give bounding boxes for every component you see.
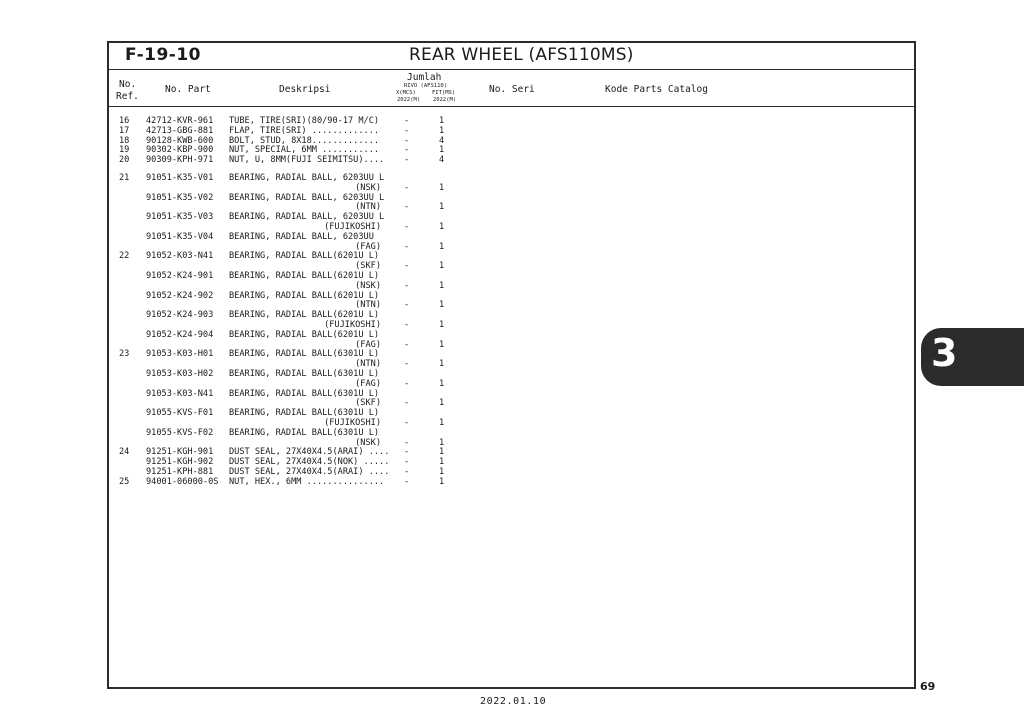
part-number: 91051-K35-V03 [146,212,214,223]
ref-number: 19 [119,145,130,156]
part-maker: (FUJIKOSHI) [324,417,381,428]
part-description: BEARING, RADIAL BALL(6201U L) [229,251,380,262]
table-row [109,156,914,166]
qty-fit: 1 [439,116,445,126]
part-maker: (FUJIKOSHI) [324,319,381,330]
qty-fit: 1 [439,319,445,330]
part-maker: (FAG) [355,241,381,252]
part-number: 91052-K24-901 [146,270,214,281]
part-number: 91055-KVS-F02 [146,427,214,438]
qty-x: - [404,437,410,448]
ref-number: 21 [119,172,130,183]
part-number: 42712-KVR-961 [146,116,214,126]
part-description: BEARING, RADIAL BALL(6201U L) [229,329,380,340]
qty-x: - [404,116,410,126]
part-number: 91051-K35-V04 [146,231,214,242]
print-date: 2022.01.10 [480,696,547,707]
part-description: FLAP, TIRE(SRI) ............. [229,125,380,136]
part-description: BEARING, RADIAL BALL(6201U L) [229,290,380,301]
qty-x: - [404,221,410,232]
qty-x: - [404,476,410,487]
section-tab-number: 3 [931,331,958,375]
header-jumlah: Jumlah [407,72,442,83]
qty-x: - [404,280,410,291]
parts-table-frame [107,41,916,689]
qty-fit: 1 [439,378,445,389]
qty-fit: 1 [439,476,445,487]
part-description: BEARING, RADIAL BALL, 6203UU L [229,212,385,223]
header-no-seri: No. Seri [489,84,535,95]
table-row [109,213,914,223]
qty-x: - [404,339,410,350]
qty-x: - [404,125,410,136]
section-tab[interactable] [921,328,1024,386]
part-maker: (NTN) [355,300,381,311]
ref-number: 22 [119,251,130,262]
part-number: 90128-KWB-600 [146,135,214,146]
ref-number: 25 [119,476,130,487]
part-number: 91053-K03-N41 [146,388,214,399]
qty-fit: 1 [439,447,445,458]
part-description: BEARING, RADIAL BALL, 6203UU L [229,172,385,183]
qty-fit: 1 [439,241,445,252]
part-number: 90309-KPH-971 [146,155,214,166]
qty-fit: 1 [439,261,445,272]
part-description: TUBE, TIRE(SRI)(80/90-17 M/C) [229,116,380,126]
qty-x: - [404,300,410,311]
qty-fit: 4 [439,135,445,146]
qty-fit: 1 [439,466,445,477]
header-kode-parts-catalog: Kode Parts Catalog [605,84,708,95]
part-number: 42713-GBG-881 [146,125,214,136]
part-maker: (NSK) [355,182,381,193]
table-row [109,233,914,243]
ref-number: 16 [119,116,130,126]
qty-x: - [404,155,410,166]
part-description: BEARING, RADIAL BALL(6301U L) [229,349,380,360]
qty-x: - [404,447,410,458]
qty-x: - [404,417,410,428]
part-description: BEARING, RADIAL BALL(6301U L) [229,427,380,438]
part-number: 91055-KVS-F01 [146,408,214,419]
part-number: 91251-KGH-902 [146,457,214,468]
table-row [109,292,914,302]
qty-x: - [404,457,410,468]
part-maker: (SKF) [355,261,381,272]
qty-x: - [404,359,410,370]
qty-x: - [404,319,410,330]
qty-x: - [404,182,410,193]
qty-fit: 1 [439,437,445,448]
part-number: 94001-06000-0S [146,476,219,487]
part-description: BEARING, RADIAL BALL(6201U L) [229,310,380,321]
qty-fit: 1 [439,417,445,428]
qty-fit: 1 [439,221,445,232]
part-number: 91051-K35-V02 [146,192,214,203]
part-description: NUT, U, 8MM(FUJI SEIMITSU).... [229,155,385,166]
part-number: 91251-KPH-881 [146,466,214,477]
header-no-ref-line2: Ref. [116,91,139,102]
part-description: NUT, HEX., 6MM ............... [229,476,385,487]
table-row [109,272,914,282]
ref-number: 20 [119,155,130,166]
figure-code: F-19-10 [125,45,202,65]
part-description: BEARING, RADIAL BALL(6301U L) [229,368,380,379]
table-row [109,331,914,341]
part-description: BEARING, RADIAL BALL, 6203UU [229,231,374,242]
page-number: 69 [920,680,936,693]
part-description: BOLT, STUD, 8X18............. [229,135,380,146]
ref-number: 23 [119,349,130,360]
table-row [109,350,914,360]
figure-title: REAR WHEEL (AFS110MS) [409,45,634,65]
part-description: BEARING, RADIAL BALL(6301U L) [229,388,380,399]
part-description: DUST SEAL, 27X40X4.5(ARAI) .... [229,447,390,458]
part-description: DUST SEAL, 27X40X4.5(ARAI) .... [229,466,390,477]
part-number: 91053-K03-H02 [146,368,214,379]
qty-fit: 1 [439,398,445,409]
part-number: 91052-K24-903 [146,310,214,321]
table-header [109,69,914,107]
table-row [109,429,914,439]
part-description: BEARING, RADIAL BALL(6301U L) [229,408,380,419]
table-row [109,194,914,204]
qty-fit: 1 [439,339,445,350]
part-description: BEARING, RADIAL BALL(6201U L) [229,270,380,281]
qty-fit: 1 [439,125,445,136]
qty-fit: 1 [439,280,445,291]
part-number: 91052-K24-904 [146,329,214,340]
part-maker: (NTN) [355,202,381,213]
table-row [109,252,914,262]
table-row [109,478,914,488]
header-no-ref-line1: No. [119,79,137,90]
part-maker: (FUJIKOSHI) [324,221,381,232]
qty-x: - [404,241,410,252]
qty-x: - [404,202,410,213]
table-row [109,370,914,380]
part-maker: (SKF) [355,398,381,409]
ref-number: 18 [119,135,130,146]
part-description: DUST SEAL, 27X40X4.5(NOK) ..... [229,457,390,468]
part-maker: (NSK) [355,280,381,291]
header-year-fit: 2022(M) [433,97,457,103]
part-number: 91052-K03-N41 [146,251,214,262]
qty-fit: 1 [439,202,445,213]
header-year-x: 2022(M) [397,97,421,103]
qty-x: - [404,466,410,477]
qty-fit: 4 [439,155,445,166]
part-number: 91052-K24-902 [146,290,214,301]
qty-fit: 1 [439,457,445,468]
header-no-part: No. Part [165,84,211,95]
part-maker: (FAG) [355,378,381,389]
part-number: 91053-K03-H01 [146,349,214,360]
qty-x: - [404,261,410,272]
qty-fit: 1 [439,359,445,370]
part-description: NUT, SPECIAL, 6MM ........... [229,145,380,156]
qty-x: - [404,398,410,409]
title-bar [109,43,914,70]
parts-list [109,117,914,487]
part-number: 91251-KGH-901 [146,447,214,458]
part-number: 90302-KBP-900 [146,145,214,156]
qty-x: - [404,378,410,389]
qty-x: - [404,135,410,146]
part-maker: (FAG) [355,339,381,350]
table-row [109,311,914,321]
table-row [109,409,914,419]
part-maker: (NSK) [355,437,381,448]
ref-number: 17 [119,125,130,136]
header-model: RIVO (AFS110) [404,83,448,89]
header-col-fit: FIT(MS) [432,90,456,96]
header-col-x: X(MCS) [396,90,416,96]
table-row [109,174,914,184]
table-row [109,390,914,400]
qty-x: - [404,145,410,156]
header-deskripsi: Deskripsi [279,84,331,95]
qty-fit: 1 [439,182,445,193]
qty-fit: 1 [439,145,445,156]
part-number: 91051-K35-V01 [146,172,214,183]
ref-number: 24 [119,447,130,458]
qty-fit: 1 [439,300,445,311]
part-maker: (NTN) [355,359,381,370]
part-description: BEARING, RADIAL BALL, 6203UU L [229,192,385,203]
